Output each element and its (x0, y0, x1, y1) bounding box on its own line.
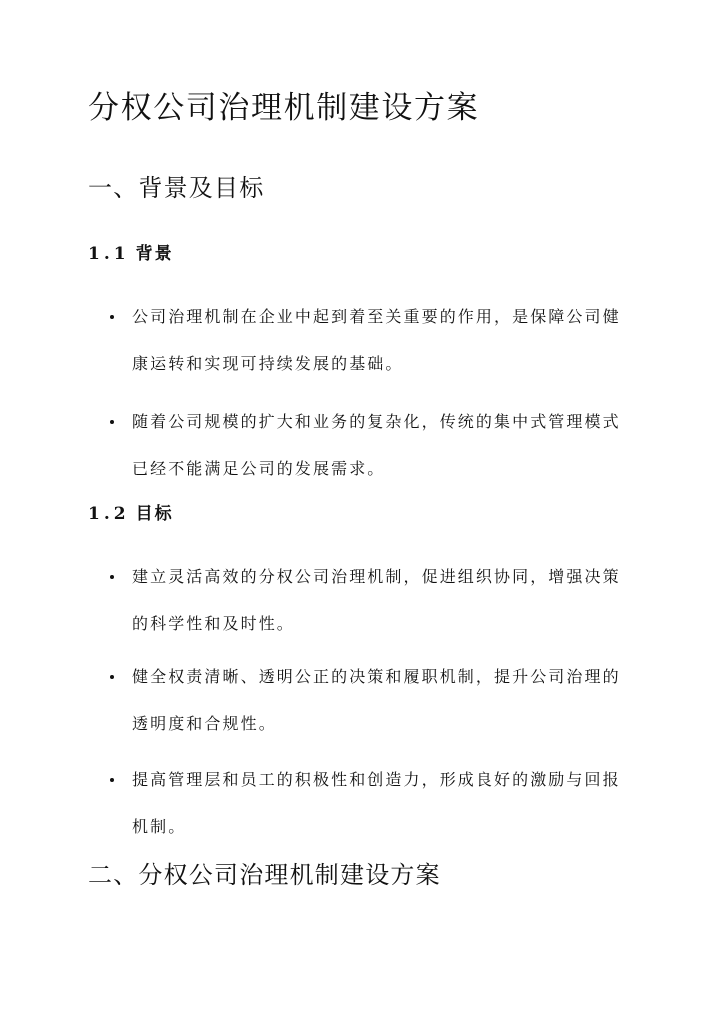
list-item-text: 健全权责清晰、透明公正的决策和履职机制，提升公司治理的透明度和合规性。 (132, 667, 621, 733)
subsection-title: 目标 (135, 504, 174, 524)
section-heading-background-goals: 一、背景及目标 (88, 174, 265, 202)
subsection-title: 背景 (135, 244, 174, 264)
list-item (104, 560, 624, 647)
subsection-heading-goals (88, 502, 174, 526)
bullet-icon (110, 575, 114, 579)
document-title: 分权公司治理机制建设方案 (88, 90, 480, 126)
bullet-icon (110, 675, 114, 679)
list-item (104, 660, 624, 747)
list-item-text: 提高管理层和员工的积极性和创造力，形成良好的激励与回报机制。 (132, 770, 621, 836)
subsection-number: 1.1 (88, 244, 130, 264)
list-item (104, 300, 624, 387)
section-heading-scheme: 二、分权公司治理机制建设方案 (88, 861, 441, 889)
list-item-text: 公司治理机制在企业中起到着至关重要的作用，是保障公司健康运转和实现可持续发展的基础。 (132, 307, 621, 373)
list-item-text: 随着公司规模的扩大和业务的复杂化，传统的集中式管理模式已经不能满足公司的发展需求。 (132, 412, 621, 478)
list-item (104, 763, 624, 850)
bullet-icon (110, 315, 114, 319)
bullet-icon (110, 420, 114, 424)
subsection-number: 1.2 (88, 504, 130, 524)
bullet-icon (110, 778, 114, 782)
subsection-heading-background (88, 242, 174, 266)
list-item-text: 建立灵活高效的分权公司治理机制，促进组织协同，增强决策的科学性和及时性。 (132, 567, 621, 633)
list-item (104, 405, 624, 492)
